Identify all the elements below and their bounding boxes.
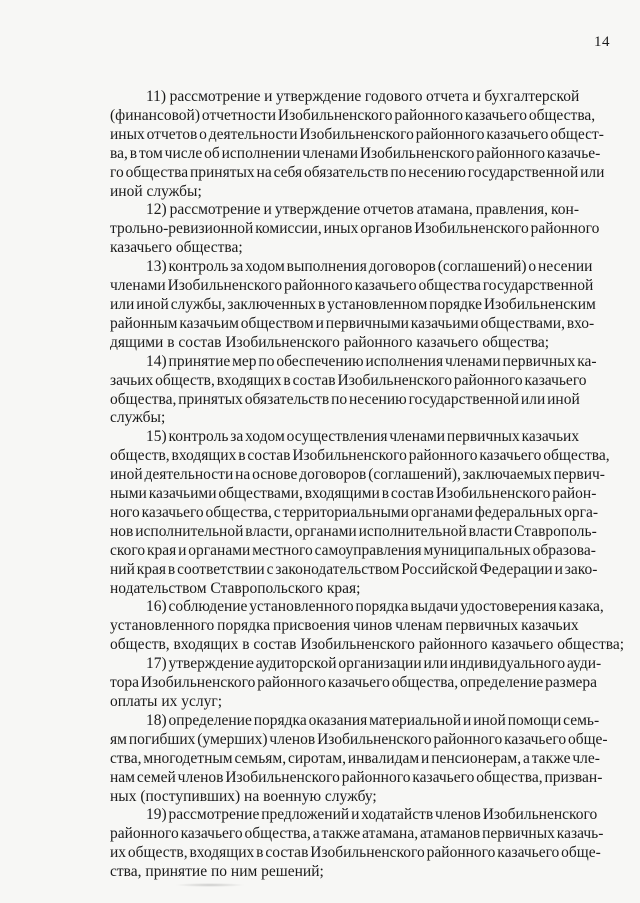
text-line: 14) принятие мер по обеспечению исполнения членами первичных ка- — [146, 352, 597, 370]
text-line: обществ, входящих в состав Изобильненского районного казачьего общества, — [110, 447, 610, 465]
list-item-paragraph — [110, 598, 625, 655]
text-line: членами Изобильненского районного казачьего общества государственной — [110, 277, 594, 295]
text-line: иной службы; — [110, 182, 202, 200]
text-line: трольно-ревизионной комиссии, иных органов Изобильненского районного — [110, 220, 600, 238]
text-line: ям погибших (умерших) членов Изобильненского районного казачьего обще- — [110, 730, 608, 748]
text-line: 19) рассмотрение предложений и ходатайств членов Изобильненского — [146, 806, 598, 824]
list-item-paragraph — [110, 201, 615, 258]
text-line: ства, многодетным семьям, сиротам, инвалидам и пенсионерам, а также чле- — [110, 749, 600, 767]
text-line: ства, принятие по ним решений; — [110, 863, 324, 881]
text-line: ний края в соответствии с законодательством Российской Федерации и зако- — [110, 560, 598, 578]
text-line: 18) определение порядка оказания материальной и иной помощи семь- — [146, 711, 600, 729]
text-line: казачьего общества; — [110, 239, 243, 257]
text-line: 15) контроль за ходом осуществления членами первичных казачьих — [146, 428, 580, 446]
list-item-paragraph — [110, 258, 615, 353]
text-line: зачьих обществ, входящих в состав Изобильненского районного казачьего — [110, 371, 587, 389]
text-line: ского края и органами местного самоуправления муниципальных образова- — [110, 541, 596, 559]
text-line: или иной службы, заключенных в установленном порядке Изобильненским — [110, 295, 596, 313]
text-line: их обществ, входящих в состав Изобильненского районного казачьего обще- — [110, 844, 601, 862]
text-line: иной деятельности на основе договоров (соглашений), заключаемых первич- — [110, 466, 605, 484]
text-line: ного казачьего общества, с территориальными органами федеральных орга- — [110, 503, 599, 521]
text-line: 11) рассмотрение и утверждение годового отчета и бухгалтерской — [146, 88, 580, 105]
list-item-paragraph — [110, 655, 615, 712]
text-line: ных (поступивших) на военную службу; — [110, 787, 377, 805]
text-line: тора Изобильненского районного казачьего общества, определение размера — [110, 674, 598, 692]
text-line: 17) утверждение аудиторской организации или индивидуального ауди- — [146, 655, 602, 673]
text-line: общества, принятых обязательств по несению государственной или иной — [110, 390, 580, 408]
text-line: нам семей членов Изобильненского районного казачьего общества, призван- — [110, 768, 603, 786]
page-number: 14 — [594, 34, 610, 50]
text-line: дящими в состав Изобильненского районного казачьего общества; — [110, 333, 550, 351]
text-line: 12) рассмотрение и утверждение отчетов атамана, правления, кон- — [146, 201, 579, 219]
list-item-paragraph — [110, 428, 615, 598]
text-line: иных отчетов о деятельности Изобильненского районного казачьего общест- — [110, 125, 604, 143]
text-line: (финансовой) отчетности Изобильненского районного казачьего общества, — [110, 106, 596, 124]
text-line: районным казачьим обществом и первичными казачьими обществами, вхо- — [110, 314, 595, 332]
text-line: го общества принятых на себя обязательств по несению государственной или — [110, 163, 605, 181]
text-line: установленного порядка присвоения чинов членам первичных казачьих — [110, 617, 579, 635]
text-line: обществ, входящих в состав Изобильненского районного казачьего общества; — [110, 636, 625, 654]
text-line: службы; — [110, 409, 166, 427]
list-item-paragraph — [110, 88, 615, 201]
text-line: нодательством Ставропольского края; — [110, 579, 361, 597]
text-line: нов исполнительной власти, органами исполнительной власти Ставрополь- — [110, 522, 597, 540]
text-line: 16) соблюдение установленного порядка выдачи удостоверения казака, — [146, 598, 604, 616]
list-item-paragraph — [110, 712, 615, 807]
scan-artifact — [175, 883, 245, 887]
text-line: районного казачьего общества, а также атамана, атаманов первичных казачь- — [110, 825, 604, 843]
text-line: ными казачьими обществами, входящими в состав Изобильненского район- — [110, 485, 597, 503]
list-item-paragraph — [110, 806, 615, 882]
list-item-paragraph — [110, 353, 615, 429]
text-line: 13) контроль за ходом выполнения договоров (соглашений) о несении — [146, 258, 593, 276]
text-line: оплаты их услуг; — [110, 693, 223, 710]
text-line: ва, в том числе об исполнении членами Изобильненского районного казачье- — [110, 144, 601, 162]
document-body — [110, 88, 625, 882]
